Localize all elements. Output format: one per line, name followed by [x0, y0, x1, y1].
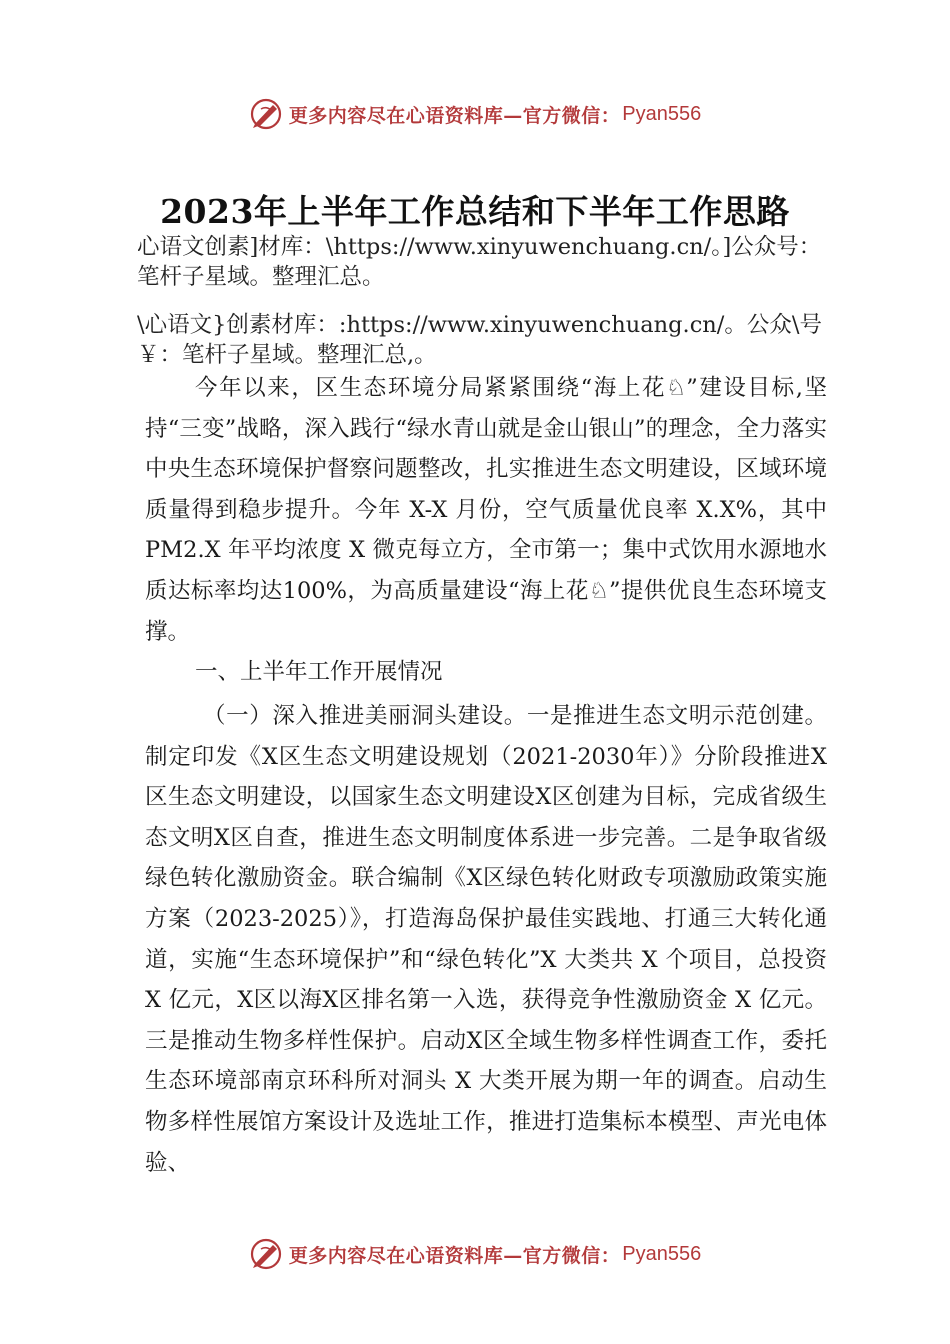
pen-logo-icon [249, 1237, 283, 1271]
pen-logo-icon [249, 97, 283, 131]
document-title: 2023年上半年工作总结和下半年工作思路 [160, 192, 790, 231]
watermark-wechat-id: Pyan556 [622, 102, 702, 125]
source-line-1: 心语文创素]材库：\https://www.xinyuwenchuang.cn/。]公众号：笔杆子星域。整理汇总。 [137, 234, 822, 290]
footer-watermark [0, 1234, 950, 1274]
source-line-2: \心语文}创素材库：:https://www.xinyuwenchuang.cn/。公众\号￥：笔杆子星域。整理汇总,。 [137, 312, 822, 368]
watermark-text: 更多内容尽在心语资料库—官方微信： [288, 1244, 621, 1267]
header-watermark [0, 94, 950, 134]
paragraph-section-1-1: （一）深入推进美丽洞头建设。一是推进生态文明示范创建。制定印发《X区生态文明建设规划（2021-2030年）》分阶段推进X区生态文明建设，以国家生态文明建设X区创建为目标，完成省级生态文明X区自查，推进生态文明制度体系进一步完善。二是争取省级绿色转化激励资金。联合编制《X区绿色转化财政专项激励政策实施方案（2023-2025）》，打造海岛保护最佳实践地、打通三大转化通道，实施“生态环境保护”和“绿色转化”X 大类共 X 个项目，总投资 X 亿元，X区以海X区排名第一入选，获得竞争性激励资金 X 亿元。三是推动生物多样性保护。启动X区全域生物多样性调查工作，委托生态环境部南京环科所对洞头 X 大类开展为期一年的调查。启动生物多样性展馆方案设计及选址工作，推进打造集标本模型、声光电体验、 [145, 703, 827, 1176]
watermark-text: 更多内容尽在心语资料库—官方微信： [288, 104, 621, 127]
watermark-wechat-id: Pyan556 [622, 1242, 702, 1265]
section-heading-1: 一、上半年工作开展情况 [195, 659, 443, 685]
paragraph-intro: 今年以来，区生态环境分局紧紧围绕“海上花♘”建设目标,坚持“三变”战略，深入践行“绿水青山就是金山银山”的理念，全力落实中央生态环境保护督察问题整改，扎实推进生态文明建设，区域环境质量得到稳步提升。今年 X-X 月份，空气质量优良率 X.X%，其中 PM2.X 年平均浓度 X 微克每立方，全市第一；集中式饮用水源地水质达标率均达100%，为高质量建设“海上花♘”提供优良生态环境支撑。 [145, 375, 827, 645]
